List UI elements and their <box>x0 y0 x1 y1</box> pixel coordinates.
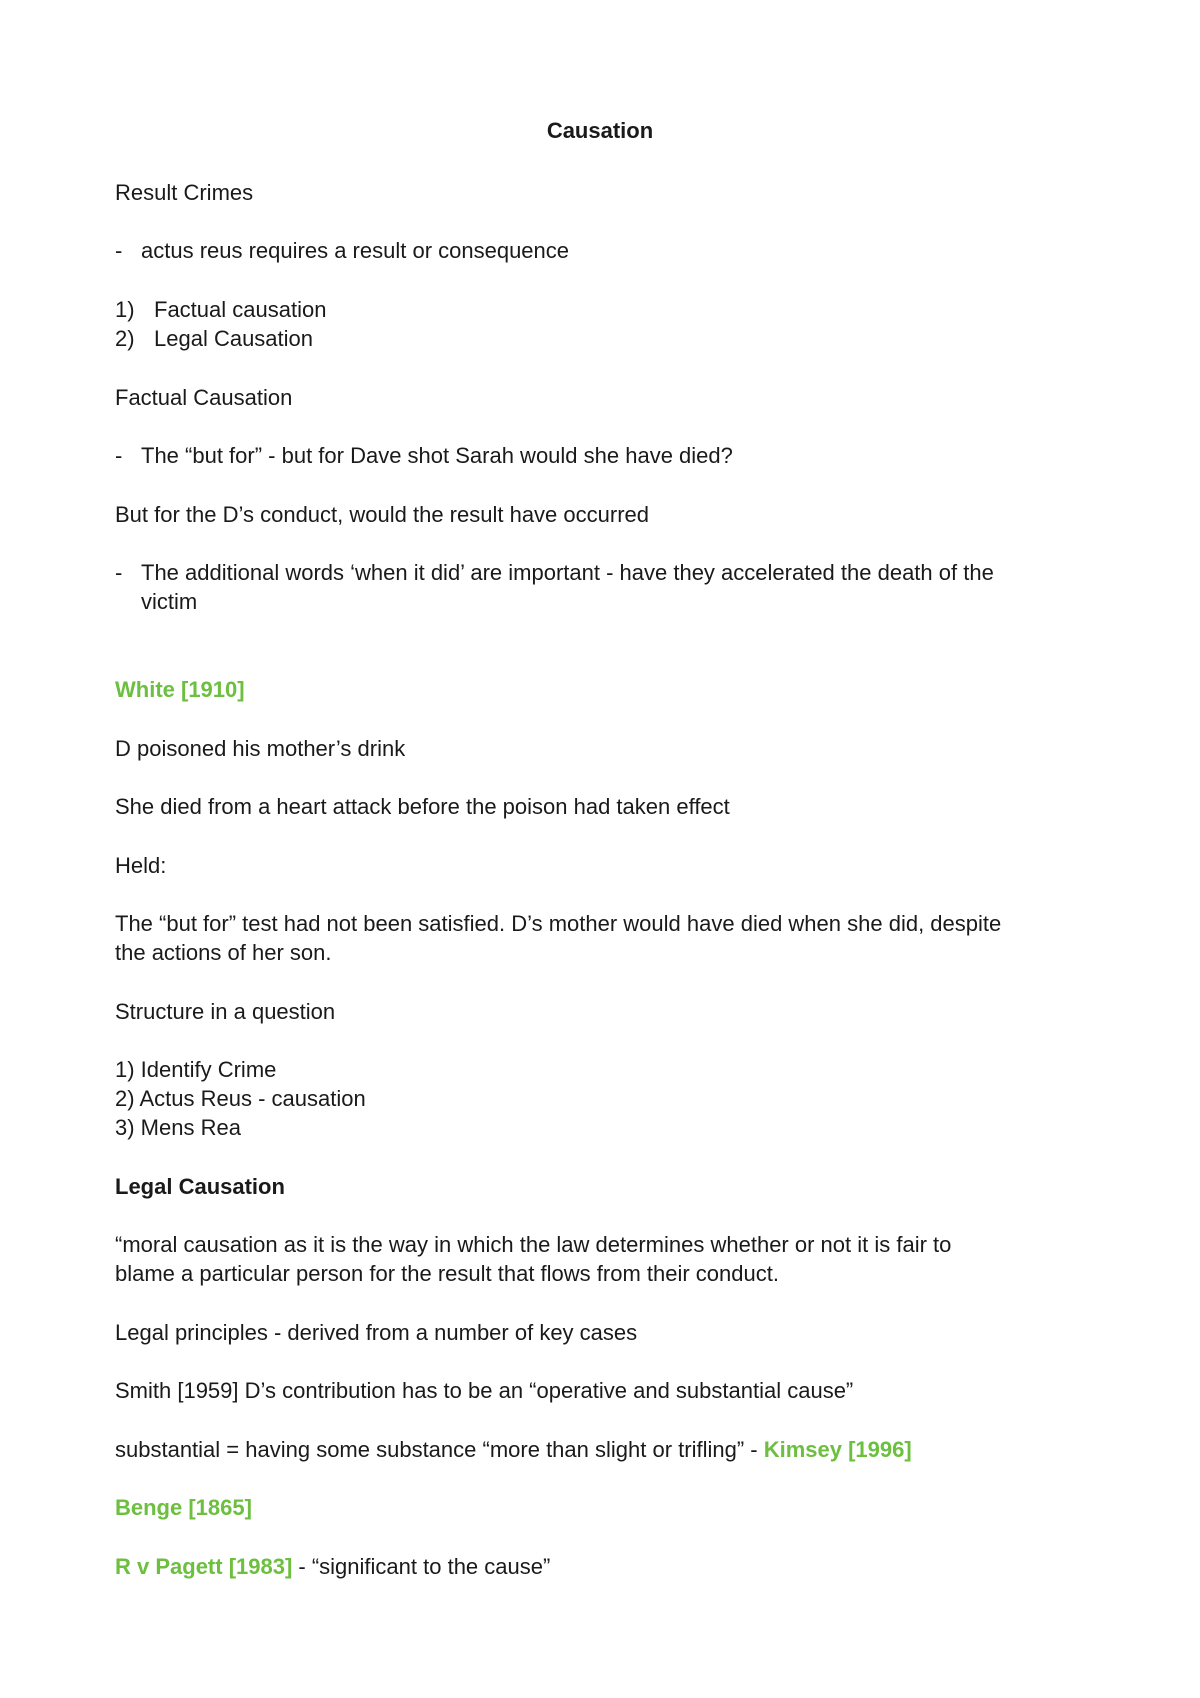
bullet-actus-reus: actus reus requires a result or consequence <box>141 238 570 263</box>
bullet-but-for: The “but for” - but for Dave shot Sarah would she have died? <box>141 443 733 468</box>
structure-item: 2) Actus Reus - causation <box>115 1086 366 1111</box>
list-item-factual: Factual causation <box>154 297 327 322</box>
structure-heading: Structure in a question <box>115 999 336 1024</box>
structure-item: 3) Mens Rea <box>115 1115 241 1140</box>
smith-line: Smith [1959] D’s contribution has to be an “operative and substantial cause” <box>115 1378 854 1403</box>
legal-causation-heading: Legal Causation <box>115 1174 285 1199</box>
list-marker: 1) <box>115 297 135 322</box>
case-pagett: R v Pagett [1983] <box>115 1554 293 1579</box>
pagett-line <box>115 1552 550 1581</box>
substantial-text: substantial = having some substance “more than slight or trifling” - <box>115 1437 764 1462</box>
case-benge: Benge [1865] <box>115 1495 252 1520</box>
held-label: Held: <box>115 853 167 878</box>
structure-item: 1) Identify Crime <box>115 1057 277 1082</box>
factual-causation-heading: Factual Causation <box>115 385 293 410</box>
bullet-dash: - <box>115 443 123 468</box>
result-crimes-heading: Result Crimes <box>115 180 254 205</box>
bullet-dash: - <box>115 238 123 263</box>
legal-principles-line: Legal principles - derived from a number of key cases <box>115 1320 638 1345</box>
but-for-question: But for the D’s conduct, would the result have occurred <box>115 502 649 527</box>
pagett-text: - “significant to the cause” <box>292 1554 551 1579</box>
substantial-line <box>115 1435 912 1464</box>
case-white: White [1910] <box>115 677 245 702</box>
moral-causation-line-2: blame a particular person for the result that flows from their conduct. <box>115 1261 779 1286</box>
white-fact-1: D poisoned his mother’s drink <box>115 736 406 761</box>
list-item-legal: Legal Causation <box>154 326 314 351</box>
moral-causation-line-1: “moral causation as it is the way in which the law determines whether or not it is fair to <box>115 1232 952 1257</box>
list-marker: 2) <box>115 326 135 351</box>
bullet-when-it-did-line-1: The additional words ‘when it did’ are important - have they accelerated the death of the <box>141 560 994 585</box>
bullet-when-it-did-line-2: victim <box>141 589 198 614</box>
white-fact-2: She died from a heart attack before the poison had taken effect <box>115 794 730 819</box>
case-kimsey: Kimsey [1996] <box>763 1437 912 1462</box>
document-title: Causation <box>546 118 654 143</box>
held-line-2: the actions of her son. <box>115 940 332 965</box>
held-line-1: The “but for” test had not been satisfied. D’s mother would have died when she did, despite <box>115 911 1002 936</box>
bullet-dash: - <box>115 560 123 585</box>
